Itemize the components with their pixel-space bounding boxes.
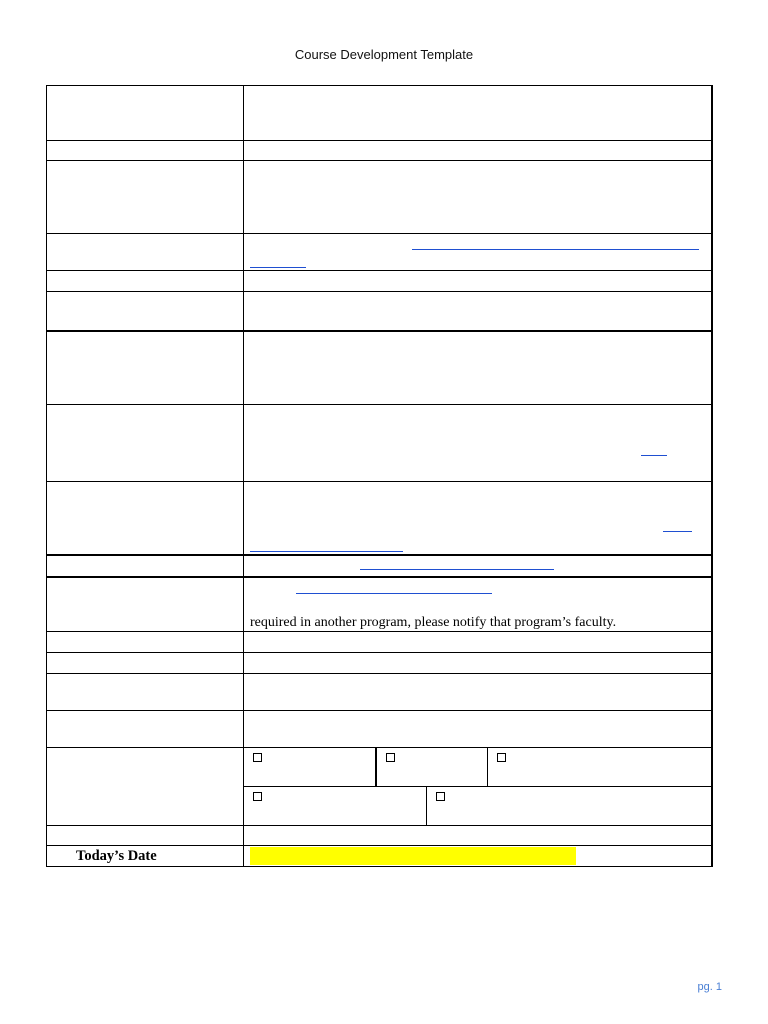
checkbox-cell-divider: [426, 786, 427, 825]
row-border: [46, 140, 713, 141]
table-border-left: [46, 85, 47, 867]
page-number: pg. 1: [697, 981, 722, 993]
row-border: [46, 160, 713, 161]
row-border: [46, 233, 713, 234]
checkbox[interactable]: [436, 792, 445, 801]
row-border: [46, 576, 713, 578]
todays-date-field[interactable]: [250, 847, 576, 865]
checkbox[interactable]: [253, 792, 262, 801]
row-border: [46, 652, 713, 653]
column-divider: [243, 85, 244, 867]
row-border: [243, 786, 713, 787]
row-border: [46, 270, 713, 271]
todays-date-label: Today’s Date: [76, 848, 157, 864]
table-border-right: [711, 85, 713, 867]
checkbox-cell-divider: [375, 747, 377, 786]
row-border: [46, 825, 713, 826]
hyperlink-underline[interactable]: [360, 569, 554, 570]
hyperlink-underline[interactable]: [641, 455, 667, 456]
row-border: [46, 747, 713, 748]
hyperlink-underline[interactable]: [296, 593, 492, 594]
course-template-table: [46, 85, 712, 867]
hyperlink-underline[interactable]: [663, 531, 692, 532]
checkbox-cell-divider: [487, 747, 488, 786]
row-border: [46, 673, 713, 674]
checkbox[interactable]: [253, 753, 262, 762]
row-border: [46, 404, 713, 405]
row-border: [46, 330, 713, 332]
row-border: [46, 481, 713, 482]
row-border: [46, 291, 713, 292]
program-notice-text: required in another program, please notify that program’s faculty.: [250, 615, 617, 630]
row-border: [46, 631, 713, 632]
row-border: [46, 845, 713, 846]
row-border: [46, 85, 713, 86]
row-border: [46, 866, 713, 867]
page-title: Course Development Template: [294, 47, 474, 62]
hyperlink-underline[interactable]: [412, 249, 699, 250]
hyperlink-underline[interactable]: [250, 267, 306, 268]
checkbox[interactable]: [497, 753, 506, 762]
row-border: [46, 710, 713, 711]
row-border: [46, 554, 713, 556]
checkbox[interactable]: [386, 753, 395, 762]
hyperlink-underline[interactable]: [250, 551, 403, 552]
